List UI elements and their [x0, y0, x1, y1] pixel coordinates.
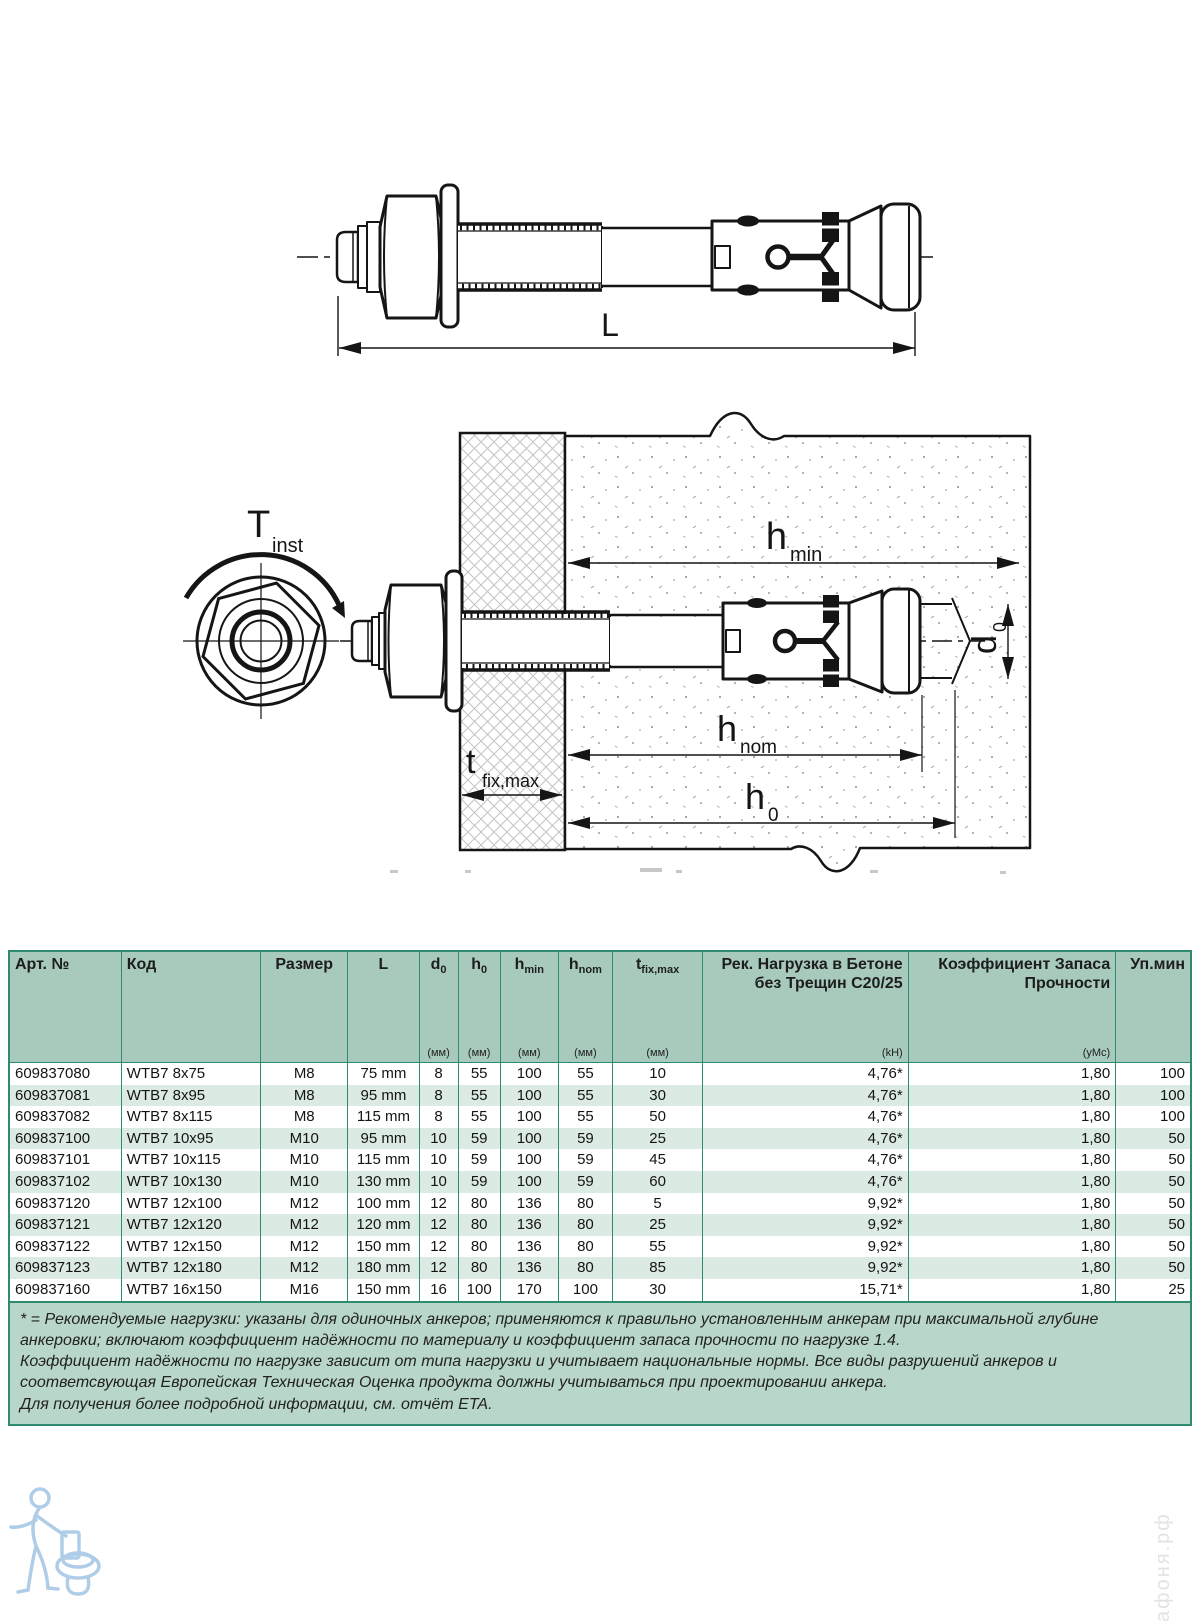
table-row [9, 1063, 1191, 1085]
table-cell: 100 [500, 1063, 558, 1085]
table-cell: 1,80 [908, 1214, 1116, 1236]
column-header: Размер [261, 951, 348, 1063]
column-unit: (мм) [467, 1047, 491, 1060]
table-cell: 1,80 [908, 1106, 1116, 1128]
dimension-label-L: L [601, 307, 619, 343]
table-cell: 95 mm [348, 1085, 419, 1107]
table-cell: 50 [1116, 1128, 1191, 1150]
bolt-side-view [297, 185, 933, 327]
spec-table [8, 950, 1192, 1303]
table-cell: 55 [558, 1085, 612, 1107]
table-cell: 10 [419, 1171, 458, 1193]
column-header: Коэффициент Запаса Прочности (yMc) [908, 951, 1116, 1063]
table-cell: 136 [500, 1193, 558, 1215]
column-unit: (мм) [646, 1047, 669, 1060]
spec-table-section [8, 950, 1192, 1426]
table-row [9, 1214, 1191, 1236]
cropped-caption-marks [390, 868, 1006, 874]
table-cell: WTB7 10x130 [121, 1171, 260, 1193]
hnom-label-sub: nom [740, 737, 777, 758]
tfix-label-sub: fix,max [482, 771, 540, 791]
table-cell: 130 mm [348, 1171, 419, 1193]
table-row [9, 1193, 1191, 1215]
table-cell: 1,80 [908, 1193, 1116, 1215]
table-cell: 50 [612, 1106, 702, 1128]
footnote-line: Для получения более подробной информации, см. отчёт ETA. [20, 1395, 493, 1413]
table-cell: 8 [419, 1106, 458, 1128]
table-cell: WTB7 16x150 [121, 1279, 260, 1302]
table-cell: 55 [558, 1063, 612, 1085]
table-cell: 50 [1116, 1193, 1191, 1215]
table-cell: 8 [419, 1063, 458, 1085]
table-cell: 10 [612, 1063, 702, 1085]
table-cell: WTB7 10x115 [121, 1149, 260, 1171]
table-head [9, 951, 1191, 1063]
table-cell: 59 [558, 1128, 612, 1150]
column-header: Арт. № [9, 951, 121, 1063]
table-cell: 100 [1116, 1106, 1191, 1128]
column-header: $h_{nom}$ (мм) [558, 951, 612, 1063]
table-cell: 4,76* [703, 1149, 909, 1171]
installation-drawing [130, 400, 1050, 900]
table-body [9, 1063, 1191, 1302]
table-cell: 30 [612, 1279, 702, 1302]
table-cell: 100 [558, 1279, 612, 1302]
table-cell: 55 [558, 1106, 612, 1128]
table-cell: WTB7 8x115 [121, 1106, 260, 1128]
table-cell: 80 [558, 1257, 612, 1279]
plumber-logo-watermark [6, 1476, 116, 1600]
table-cell: 50 [1116, 1171, 1191, 1193]
table-cell: WTB7 10x95 [121, 1128, 260, 1150]
table-cell: 1,80 [908, 1279, 1116, 1302]
table-cell: 100 [1116, 1085, 1191, 1107]
table-cell: 25 [612, 1128, 702, 1150]
table-cell: M12 [261, 1236, 348, 1258]
table-cell: 115 mm [348, 1106, 419, 1128]
table-row [9, 1085, 1191, 1107]
table-cell: 170 [500, 1279, 558, 1302]
table-row [9, 1128, 1191, 1150]
column-unit: (мм) [574, 1047, 597, 1060]
table-row [9, 1279, 1191, 1302]
table-cell: 80 [558, 1193, 612, 1215]
table-cell: 1,80 [908, 1171, 1116, 1193]
table-cell: 100 [458, 1279, 500, 1302]
logo-head [31, 1489, 49, 1507]
table-cell: WTB7 12x150 [121, 1236, 260, 1258]
table-cell: M10 [261, 1171, 348, 1193]
table-cell: 1,80 [908, 1085, 1116, 1107]
d0-label: d [966, 635, 1004, 654]
table-cell: 609837102 [9, 1171, 121, 1193]
table-cell: 4,76* [703, 1171, 909, 1193]
table-cell: 4,76* [703, 1106, 909, 1128]
h0-label: h [744, 776, 765, 817]
table-cell: 100 [1116, 1063, 1191, 1085]
table-cell: 80 [458, 1236, 500, 1258]
table-cell: 30 [612, 1085, 702, 1107]
table-cell: M12 [261, 1193, 348, 1215]
table-cell: 10 [419, 1149, 458, 1171]
column-header: $d_0$ (мм) [419, 951, 458, 1063]
table-cell: M12 [261, 1214, 348, 1236]
table-cell: 12 [419, 1236, 458, 1258]
table-cell: 609837082 [9, 1106, 121, 1128]
table-cell: 85 [612, 1257, 702, 1279]
table-cell: 136 [500, 1257, 558, 1279]
table-cell: 25 [1116, 1279, 1191, 1302]
table-cell: 12 [419, 1193, 458, 1215]
column-header: Рек. Нагрузка в Бетоне без Трещин C20/25 (kH) [703, 951, 909, 1063]
column-header: $h_0$ (мм) [458, 951, 500, 1063]
site-watermark-text: афоня.рф [1152, 1512, 1174, 1622]
table-cell: WTB7 8x95 [121, 1085, 260, 1107]
tfix-label: t [466, 743, 476, 781]
table-cell: M10 [261, 1128, 348, 1150]
torque-label-sub: inst [272, 535, 304, 557]
table-cell: M8 [261, 1063, 348, 1085]
table-cell: 80 [558, 1236, 612, 1258]
d0-label-sub: 0 [990, 621, 1010, 632]
hmin-label: h [765, 516, 787, 558]
table-cell: M16 [261, 1279, 348, 1302]
table-cell: 59 [558, 1149, 612, 1171]
hnom-label: h [716, 708, 737, 749]
table-cell: WTB7 12x180 [121, 1257, 260, 1279]
table-cell: 120 mm [348, 1214, 419, 1236]
table-cell: 150 mm [348, 1236, 419, 1258]
table-cell: 115 mm [348, 1149, 419, 1171]
table-cell: 59 [458, 1149, 500, 1171]
table-cell: 100 [500, 1085, 558, 1107]
column-unit: (мм) [518, 1047, 541, 1060]
table-cell: 609837081 [9, 1085, 121, 1107]
hmin-label-sub: min [790, 544, 823, 566]
table-cell: 55 [458, 1085, 500, 1107]
column-unit: (мм) [427, 1047, 450, 1060]
h0-label-sub: 0 [768, 805, 779, 826]
footnote-line: * = Рекомендуемые нагрузки: указаны для одиночных анкеров; применяются к правильно установленным анкерам при максимальной глубине анкеровки; включают коэффициент надёжности по материалу и коэффициент запаса прочности по нагрузке 1.4. [20, 1310, 1099, 1349]
table-cell: WTB7 8x75 [121, 1063, 260, 1085]
table-cell: 136 [500, 1236, 558, 1258]
table-cell: 4,76* [703, 1085, 909, 1107]
table-cell: 1,80 [908, 1128, 1116, 1150]
table-cell: M10 [261, 1149, 348, 1171]
table-cell: 1,80 [908, 1236, 1116, 1258]
table-cell: 50 [1116, 1236, 1191, 1258]
table-cell: 12 [419, 1214, 458, 1236]
table-cell: 50 [1116, 1149, 1191, 1171]
table-cell: 60 [612, 1171, 702, 1193]
table-cell: 4,76* [703, 1128, 909, 1150]
header-row [9, 951, 1191, 1063]
table-cell: 8 [419, 1085, 458, 1107]
table-cell: 1,80 [908, 1149, 1116, 1171]
torque-front-view [183, 555, 345, 719]
table-cell: 10 [419, 1128, 458, 1150]
table-cell: 15,71* [703, 1279, 909, 1302]
table-cell: 9,92* [703, 1214, 909, 1236]
table-cell: 9,92* [703, 1236, 909, 1258]
table-row [9, 1236, 1191, 1258]
table-cell: M12 [261, 1257, 348, 1279]
table-cell: 50 [1116, 1257, 1191, 1279]
table-cell: 95 mm [348, 1128, 419, 1150]
table-row [9, 1106, 1191, 1128]
table-cell: 609837100 [9, 1128, 121, 1150]
table-row [9, 1257, 1191, 1279]
table-cell: 150 mm [348, 1279, 419, 1302]
table-cell: 59 [458, 1171, 500, 1193]
column-header: $t_{fix,max}$ (мм) [612, 951, 702, 1063]
table-cell: 100 [500, 1128, 558, 1150]
table-cell: 1,80 [908, 1063, 1116, 1085]
table-cell: 180 mm [348, 1257, 419, 1279]
table-cell: WTB7 12x120 [121, 1214, 260, 1236]
table-cell: 80 [458, 1193, 500, 1215]
table-cell: 1,80 [908, 1257, 1116, 1279]
column-unit: (kH) [881, 1047, 903, 1060]
table-cell: 55 [458, 1063, 500, 1085]
table-cell: 55 [612, 1236, 702, 1258]
column-unit: (yMc) [1082, 1047, 1111, 1060]
table-cell: 59 [458, 1128, 500, 1150]
anchor-bolt-length-drawing [280, 148, 940, 380]
table-cell: 59 [558, 1171, 612, 1193]
table-cell: 50 [1116, 1214, 1191, 1236]
table-cell: M8 [261, 1085, 348, 1107]
torque-label: T [247, 504, 271, 546]
column-header: $h_{min}$ (мм) [500, 951, 558, 1063]
table-cell: 9,92* [703, 1257, 909, 1279]
table-cell: 25 [612, 1214, 702, 1236]
table-cell: 16 [419, 1279, 458, 1302]
table-cell: 100 mm [348, 1193, 419, 1215]
table-cell: 100 [500, 1106, 558, 1128]
table-cell: 609837080 [9, 1063, 121, 1085]
column-header: L [348, 951, 419, 1063]
table-cell: 609837160 [9, 1279, 121, 1302]
table-cell: 80 [458, 1257, 500, 1279]
table-cell: 609837123 [9, 1257, 121, 1279]
column-header: Уп.мин [1116, 951, 1191, 1063]
table-cell: 609837122 [9, 1236, 121, 1258]
table-row [9, 1171, 1191, 1193]
footnote-box [8, 1301, 1192, 1426]
table-cell: 136 [500, 1214, 558, 1236]
table-cell: 80 [458, 1214, 500, 1236]
footnote-line: Коэффициент надёжности по нагрузке зависит от типа нагрузки и учитывает национальные нормы. Все виды разрушений анкеров и соответсвующая Европейская Техническая Оценка продукта должны учитываться при проектировании анкера. [20, 1353, 1057, 1392]
table-cell: WTB7 12x100 [121, 1193, 260, 1215]
table-cell: 12 [419, 1257, 458, 1279]
table-cell: 55 [458, 1106, 500, 1128]
table-cell: 100 [500, 1149, 558, 1171]
column-header: Код [121, 951, 260, 1063]
table-cell: 45 [612, 1149, 702, 1171]
table-cell: 75 mm [348, 1063, 419, 1085]
table-cell: 609837101 [9, 1149, 121, 1171]
table-cell: 609837121 [9, 1214, 121, 1236]
table-cell: 9,92* [703, 1193, 909, 1215]
table-cell: 100 [500, 1171, 558, 1193]
table-cell: 609837120 [9, 1193, 121, 1215]
table-cell: M8 [261, 1106, 348, 1128]
table-cell: 5 [612, 1193, 702, 1215]
table-cell: 80 [558, 1214, 612, 1236]
table-cell: 4,76* [703, 1063, 909, 1085]
table-row [9, 1149, 1191, 1171]
